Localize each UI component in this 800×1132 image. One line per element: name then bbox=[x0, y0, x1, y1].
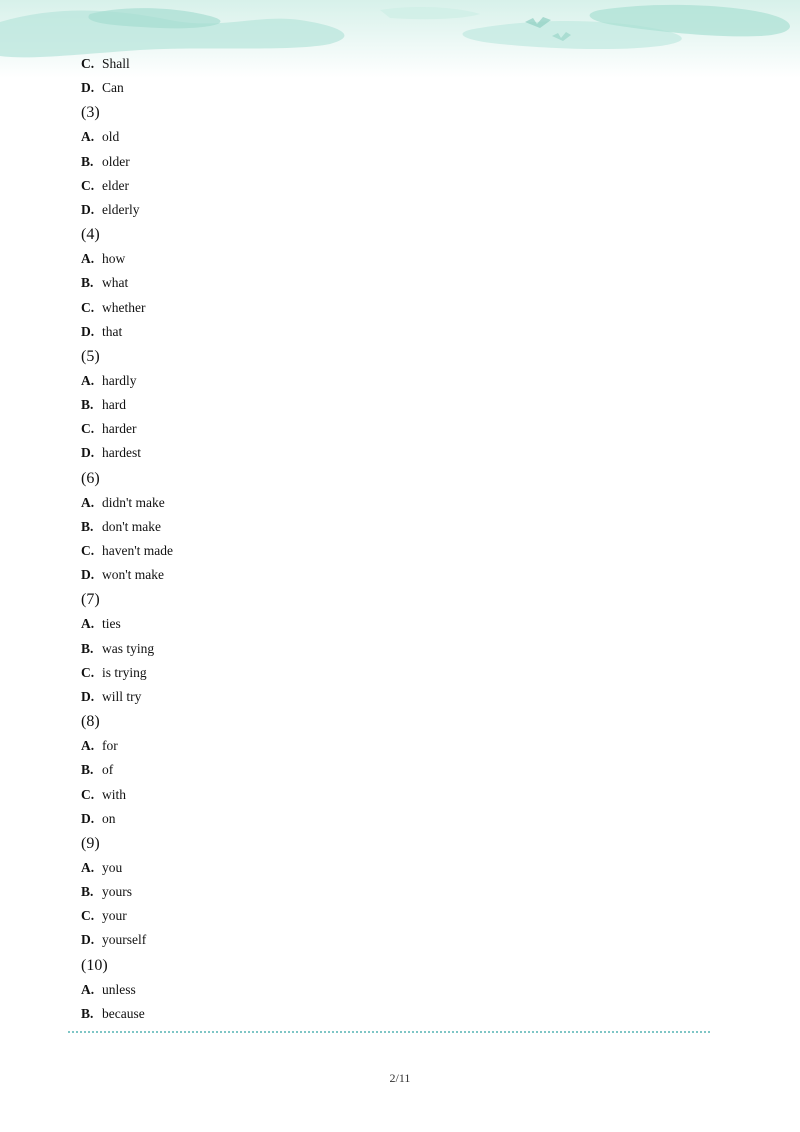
option-letter: D. bbox=[81, 80, 95, 96]
option-letter: D. bbox=[81, 932, 95, 948]
option-letter: D. bbox=[81, 201, 95, 217]
option-text: what bbox=[102, 275, 129, 291]
option-letter: A. bbox=[81, 251, 95, 267]
option-item bbox=[81, 1002, 721, 1026]
option-letter: C. bbox=[81, 908, 95, 924]
question-block bbox=[81, 467, 721, 588]
option-letter: C. bbox=[81, 177, 95, 193]
option-text: on bbox=[102, 810, 116, 826]
option-text: that bbox=[102, 323, 123, 339]
option-item bbox=[81, 150, 721, 174]
option-item bbox=[81, 515, 721, 539]
page-number: 2/11 bbox=[389, 1071, 411, 1085]
option-letter: C. bbox=[81, 786, 95, 802]
option-text: whether bbox=[102, 299, 146, 315]
question-number: (6) bbox=[81, 469, 100, 487]
option-text: is trying bbox=[102, 664, 147, 680]
option-item bbox=[81, 563, 721, 587]
option-text: don't make bbox=[102, 518, 162, 534]
option-letter: A. bbox=[81, 129, 95, 145]
option-item bbox=[81, 393, 721, 417]
option-text: won't make bbox=[102, 567, 165, 583]
option-text: yourself bbox=[102, 932, 147, 948]
option-letter: B. bbox=[81, 518, 94, 534]
question-block bbox=[81, 345, 721, 466]
option-letter: A. bbox=[81, 738, 95, 754]
option-letter: A. bbox=[81, 494, 95, 510]
option-text: hardly bbox=[102, 372, 137, 388]
option-item bbox=[81, 661, 721, 685]
option-text: was tying bbox=[102, 640, 155, 656]
option-text: your bbox=[102, 908, 127, 924]
option-letter: C. bbox=[81, 421, 95, 437]
option-text: yours bbox=[102, 884, 132, 900]
option-item bbox=[81, 783, 721, 807]
option-letter: D. bbox=[81, 688, 95, 704]
option-letter: D. bbox=[81, 445, 95, 461]
question-number: (3) bbox=[81, 104, 100, 122]
option-text: older bbox=[102, 153, 130, 169]
footer-divider bbox=[68, 1031, 710, 1033]
questions-container bbox=[81, 101, 721, 1026]
option-text: harder bbox=[102, 421, 137, 437]
option-letter: D. bbox=[81, 323, 95, 339]
option-letter: A. bbox=[81, 859, 95, 875]
option-text: Can bbox=[102, 80, 124, 96]
option-item bbox=[81, 125, 721, 149]
option-text: ties bbox=[102, 616, 121, 632]
option-letter: B. bbox=[81, 397, 94, 413]
option-text: for bbox=[102, 738, 118, 754]
question-number: (10) bbox=[81, 956, 108, 974]
option-item bbox=[81, 52, 721, 76]
option-item bbox=[81, 271, 721, 295]
option-item bbox=[81, 491, 721, 515]
option-item bbox=[81, 978, 721, 1002]
option-text: elder bbox=[102, 177, 129, 193]
option-item bbox=[81, 174, 721, 198]
option-item bbox=[81, 880, 721, 904]
option-item bbox=[81, 369, 721, 393]
option-text: didn't make bbox=[102, 494, 165, 510]
option-text: hard bbox=[102, 397, 126, 413]
option-item bbox=[81, 685, 721, 709]
option-letter: B. bbox=[81, 640, 94, 656]
option-item bbox=[81, 417, 721, 441]
option-item bbox=[81, 807, 721, 831]
question-number: (4) bbox=[81, 226, 100, 244]
option-letter: A. bbox=[81, 616, 95, 632]
option-text: of bbox=[102, 762, 114, 778]
question-number: (9) bbox=[81, 834, 100, 852]
option-letter: C. bbox=[81, 299, 95, 315]
option-text: old bbox=[102, 129, 120, 145]
option-text: Shall bbox=[102, 56, 130, 71]
option-item bbox=[81, 856, 721, 880]
option-item bbox=[81, 637, 721, 661]
question-number: (5) bbox=[81, 347, 100, 365]
option-letter: B. bbox=[81, 1005, 94, 1021]
question-number: (8) bbox=[81, 713, 100, 731]
option-item bbox=[81, 612, 721, 636]
option-item bbox=[81, 247, 721, 271]
option-letter: C. bbox=[81, 664, 95, 680]
question-number: (7) bbox=[81, 591, 100, 609]
option-item bbox=[81, 758, 721, 782]
option-text: because bbox=[102, 1005, 145, 1021]
option-letter: D. bbox=[81, 567, 95, 583]
leading-options bbox=[81, 52, 721, 100]
option-letter: B. bbox=[81, 762, 94, 778]
option-item bbox=[81, 320, 721, 344]
option-text: will try bbox=[102, 688, 142, 704]
option-text: haven't made bbox=[102, 543, 174, 558]
option-text: you bbox=[102, 859, 123, 875]
option-letter: A. bbox=[81, 981, 95, 997]
option-item bbox=[81, 441, 721, 465]
question-block bbox=[81, 954, 721, 1026]
option-letter: C. bbox=[81, 543, 95, 558]
option-letter: A. bbox=[81, 372, 95, 388]
option-text: unless bbox=[102, 981, 136, 997]
option-item bbox=[81, 539, 721, 563]
option-item bbox=[81, 296, 721, 320]
question-list bbox=[81, 52, 721, 1026]
option-item bbox=[81, 76, 721, 100]
option-item bbox=[81, 734, 721, 758]
option-text: with bbox=[102, 786, 127, 802]
option-text: hardest bbox=[102, 445, 141, 461]
option-item bbox=[81, 904, 721, 928]
option-letter: B. bbox=[81, 275, 94, 291]
question-block bbox=[81, 832, 721, 953]
option-text: elderly bbox=[102, 201, 140, 217]
question-block bbox=[81, 101, 721, 222]
option-item bbox=[81, 198, 721, 222]
option-letter: B. bbox=[81, 884, 94, 900]
option-letter: C. bbox=[81, 56, 95, 71]
question-block bbox=[81, 710, 721, 831]
option-item bbox=[81, 928, 721, 952]
option-text: how bbox=[102, 251, 126, 267]
option-letter: B. bbox=[81, 153, 94, 169]
question-block bbox=[81, 223, 721, 344]
question-block bbox=[81, 588, 721, 709]
option-letter: D. bbox=[81, 810, 95, 826]
